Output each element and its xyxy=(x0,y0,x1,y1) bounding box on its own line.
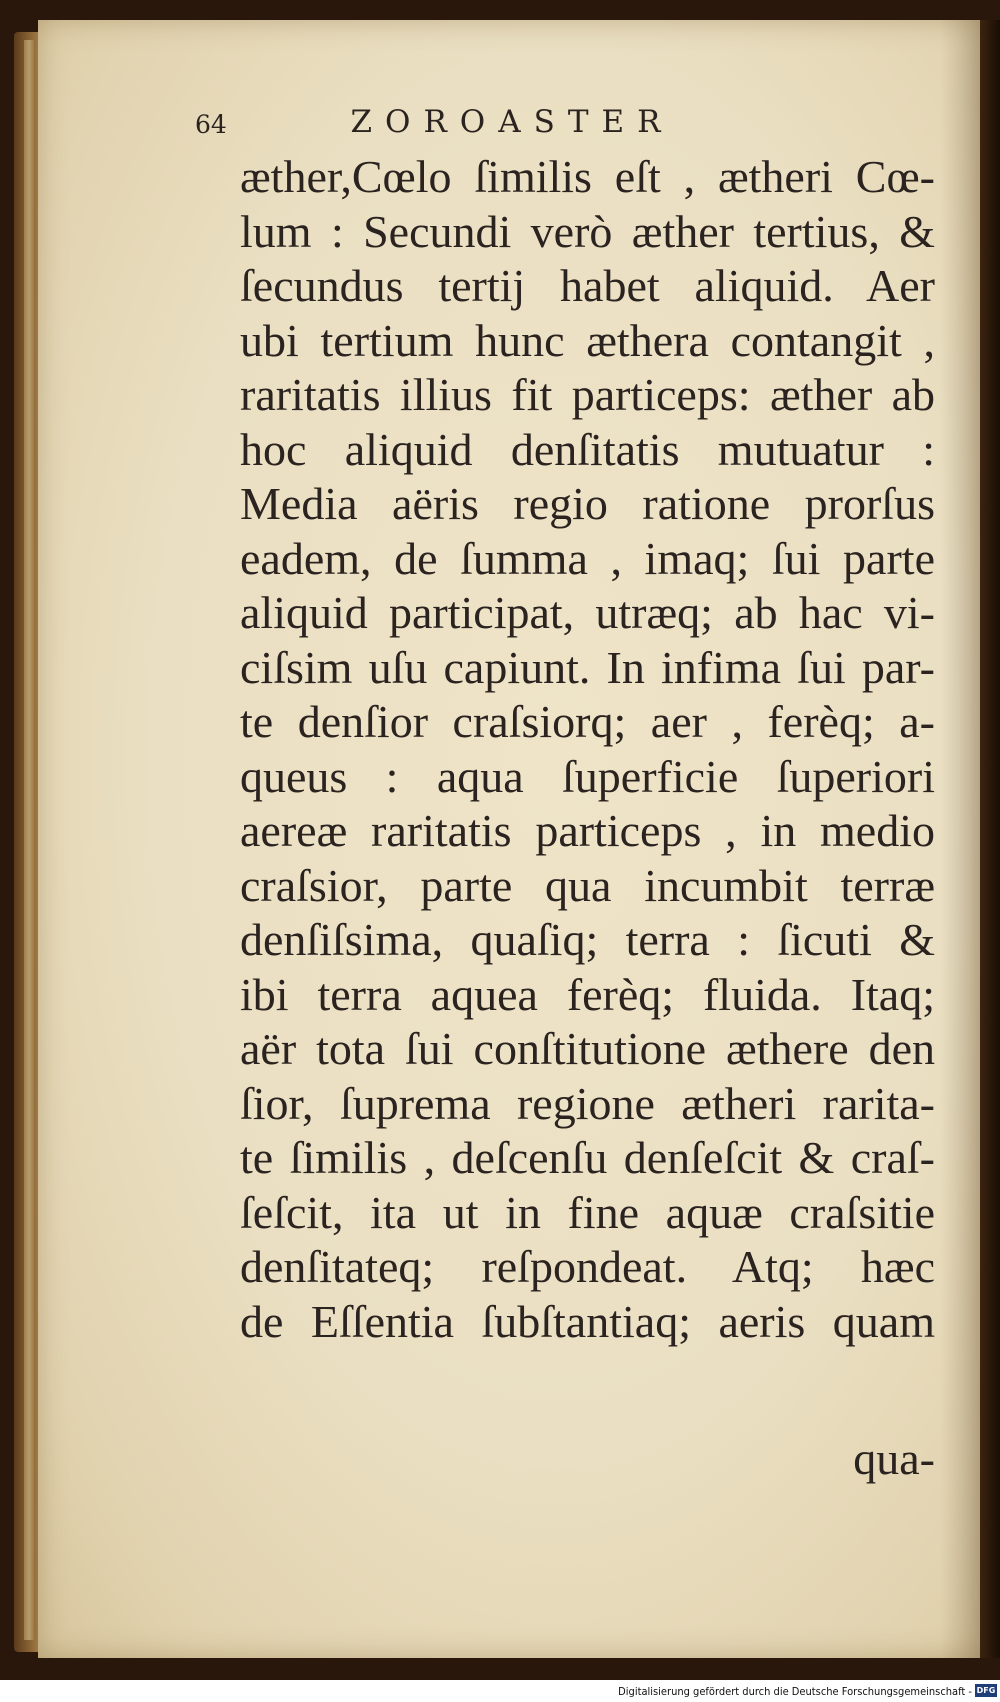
text-line: lum : Secundi verò æther tertius, & xyxy=(240,205,935,257)
text-line: queus : aqua ſuperficie ſuperiori xyxy=(240,750,935,802)
text-line: ciſsim uſu capiunt. In infima ſui par- xyxy=(240,641,935,693)
page-number: 64 xyxy=(195,110,227,139)
body-text xyxy=(240,150,935,1349)
text-line: ſior, ſuprema regione ætheri rarita- xyxy=(240,1077,935,1129)
text-line: aër tota ſui conſtitutione æthere den xyxy=(240,1023,935,1074)
text-line: eadem, de ſumma , imaq; ſui parte xyxy=(240,532,935,584)
text-line: ubi tertium hunc æthera contangit , xyxy=(240,314,935,366)
text-line: te denſior craſsiorq; aer , ferèq; a- xyxy=(240,696,935,747)
text-line: ſeſcit, ita ut in fine aquæ craſsitie xyxy=(240,1186,935,1238)
page-edges-left xyxy=(24,40,34,1640)
text-line: Media aëris regio ratione prorſus xyxy=(240,478,935,529)
text-line: te ſimilis , deſcenſu denſeſcit & craſ- xyxy=(240,1132,935,1183)
text-line: craſsior, parte qua incumbit terræ xyxy=(240,859,935,911)
catchword: qua- xyxy=(853,1433,935,1484)
text-line: raritatis illius fit particeps: æther ab xyxy=(240,369,935,420)
funding-credit: Digitalisierung gefördert durch die Deutsche Forschungsgemeinschaft - xyxy=(618,1685,972,1698)
digitization-footer xyxy=(0,1680,1000,1702)
text-line: de Eſſentia ſubſtantiaq; aeris quam xyxy=(240,1295,935,1347)
dfg-logo: DFG xyxy=(976,1686,996,1695)
text-line: denſitateq; reſpondeat. Atq; hæc xyxy=(240,1241,935,1292)
text-line: denſiſsima, quaſiq; terra : ſicuti & xyxy=(240,914,935,965)
text-line: ſecundus tertij habet aliquid. Aer xyxy=(240,260,935,311)
text-line: æther,Cœlo ſimilis eſt , ætheri Cœ- xyxy=(240,151,935,202)
running-title: ZOROASTER xyxy=(350,104,674,140)
page-edges-right xyxy=(980,20,1000,1658)
text-line: aliquid participat, utræq; ab hac vi- xyxy=(240,587,935,638)
text-line: ibi terra aquea ferèq; fluida. Itaq; xyxy=(240,968,935,1020)
page-header xyxy=(195,104,815,144)
page-gutter-shadow xyxy=(940,20,980,1658)
text-line: aereæ raritatis particeps , in medio xyxy=(240,805,935,856)
text-line: hoc aliquid denſitatis mutuatur : xyxy=(240,423,935,475)
